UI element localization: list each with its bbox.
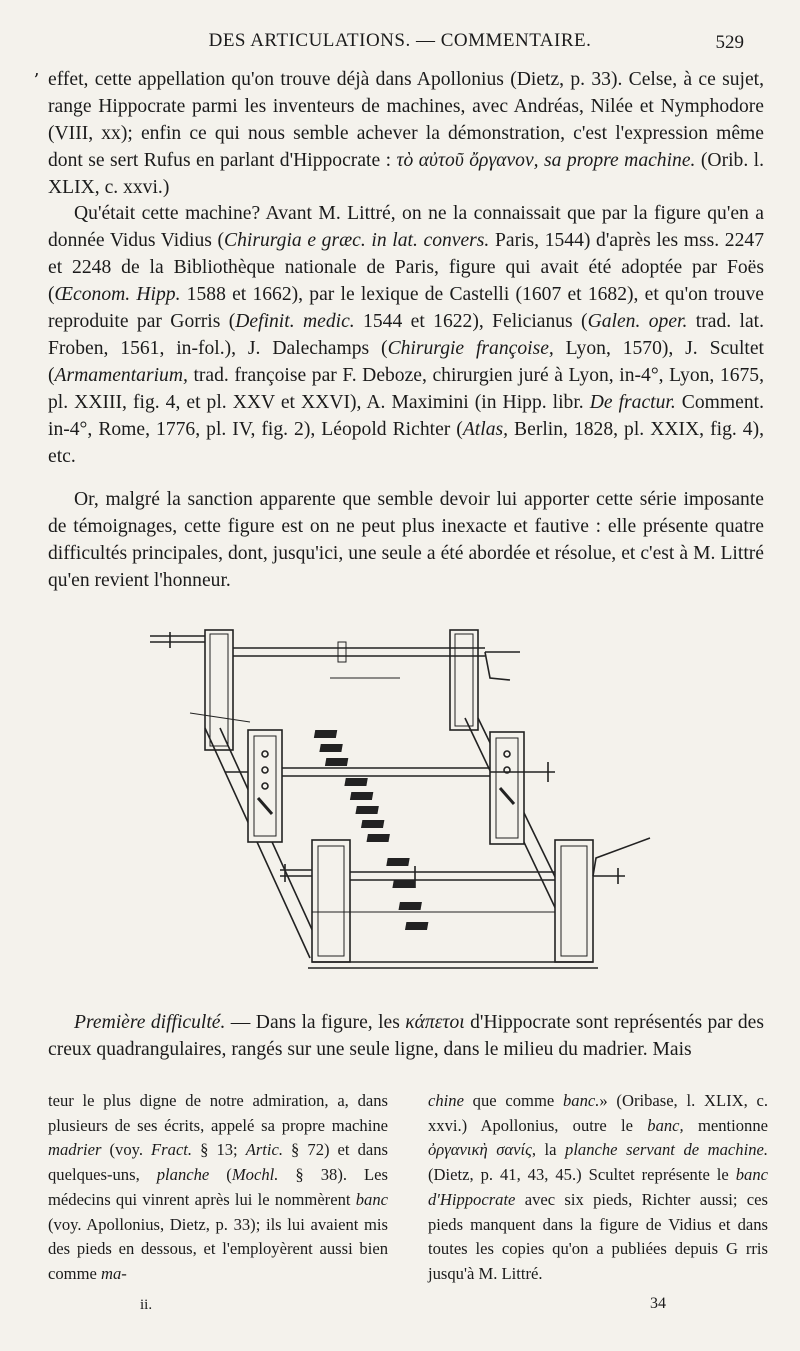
text: Or, malgré la sanction apparente que semble devoir lui apporter cette série imposante de témoignages, cette figure est on ne peut plus inexacte et fautive : elle présente quatre difficultés principales, dont, jusqu'ici, une seule a été abordée et résolue, et c'est à M. Littré qu'en revient l'honneur.: [48, 489, 764, 591]
text: § 13;: [192, 1140, 246, 1160]
italic-text: Chirurgia e græc. in lat. convers.: [224, 230, 490, 251]
italic-text: banc.: [562, 1091, 600, 1110]
paragraph-4: [48, 1009, 764, 1063]
text: 1588 et 1662), par le lexique de Castelli (1607 et 1682), et qu'on trouve reproduite par Gorris (: [48, 284, 764, 332]
text: (voy.: [101, 1140, 152, 1160]
italic-text: τὸ αὐτοῦ ὄργανον, sa propre machine.: [396, 150, 696, 171]
signature-mark: ii.: [140, 1297, 153, 1313]
text: trad. françoise par F. Deboze, chirurgien juré à Lyon, in-4°, Lyon, 1675, pl. XXIII, fig. 4, et pl. XXV et XXVI), A. Maximini (in Hipp. libr.: [48, 365, 764, 413]
page-number: 529: [715, 32, 744, 53]
text: — Dans la figure, les: [225, 1012, 406, 1033]
italic-text: Galen. oper.: [587, 311, 688, 332]
italic-text: Armamentarium,: [54, 365, 188, 386]
italic-text: banc: [355, 1189, 388, 1209]
text: effet, cette appellation qu'on trouve déjà dans Apollonius (Dietz, p. 33). Celse, à ce sujet, range Hippocrate parmi les inventeurs de machines, avec Andréas, Nilée et Nymphodore (VIII, xx); enfin ce qui nous semble achever la démonstration, c'est l'expression même dont se sert Rufus en parlant d'Hippocrate :: [48, 69, 764, 171]
italic-text: planche: [156, 1165, 210, 1185]
italic-text: Mochl.: [231, 1165, 279, 1185]
text: Qu'était cette machine? Avant M. Littré, on ne la connaissait que par la figure qu'en a donnée Vidus Vidius (: [48, 203, 764, 251]
text: , la: [531, 1140, 566, 1160]
middle-frame: [225, 730, 555, 844]
italic-text: Definit. medic.: [235, 311, 355, 332]
italic-text: Première difficulté.: [74, 1012, 226, 1033]
text: que comme: [463, 1091, 563, 1110]
italic-text: planche servant de machine.: [565, 1140, 769, 1160]
italic-text: Œconom. Hipp.: [54, 284, 181, 305]
text: avec six pieds, Richter aussi; ces pieds manquent dans la figure de Vidius et dans toutes les copies qu'on a publiées depuis G rris jusqu'à M. Littré.: [428, 1189, 768, 1283]
paragraph-3: [48, 486, 764, 594]
page-header: [0, 30, 800, 60]
greek-text: ὀργανικὴ σανίς: [428, 1140, 532, 1160]
footnote-right-column: [428, 1089, 768, 1287]
text: § 38). Les médecins qui vinrent après lui le nommèrent: [48, 1165, 388, 1209]
signature-number: 34: [650, 1295, 666, 1312]
italic-text: Artic.: [245, 1140, 284, 1160]
italic-text: madrier: [48, 1140, 102, 1160]
italic-text: banc,: [647, 1115, 684, 1135]
text: d'Hippocrate sont représentés par des creux quadrangulaires, rangés sur une seule ligne, dans le milieu du madrier. Mais: [48, 1012, 764, 1060]
paragraph-2: [48, 200, 764, 470]
greek-text: κάπετοι: [405, 1012, 465, 1033]
text: Paris, 1544) d'après les mss. 2247 et 2248 de la Bibliothèque nationale de Paris, figure qui avait été adoptée par Foës (: [48, 230, 764, 305]
margin-mark: ʼ: [33, 70, 39, 91]
italic-text: banc d'Hippocrate: [428, 1165, 768, 1209]
front-frame: [280, 838, 650, 968]
bench-illustration: [130, 618, 670, 994]
footnote-left-column: [48, 1089, 388, 1287]
italic-text: chine: [428, 1091, 464, 1110]
text: (: [209, 1165, 232, 1185]
text: (Orib. l. XLIX, c. xxvi.): [48, 150, 765, 198]
hippocratic-bench-engraving: [130, 618, 670, 994]
text: (Dietz, p. 41, 43, 45.) Scultet représente le: [428, 1165, 736, 1185]
running-title: DES ARTICULATIONS. — COMMENTAIRE.: [208, 30, 592, 51]
italic-text: Chirurgie françoise,: [387, 338, 554, 359]
paragraph-1: [48, 66, 764, 201]
italic-text: Atlas,: [462, 419, 509, 440]
italic-text: De fractur.: [589, 392, 676, 413]
text: teur le plus digne de notre admiration, a, dans plusieurs de ses écrits, appelé sa propre machine: [48, 1091, 388, 1135]
text: § 72) et dans quelques-uns,: [48, 1140, 388, 1185]
text: trad. lat. Froben, 1561, in-fol.), J. Dalechamps (: [48, 311, 765, 359]
text: Berlin, 1828, pl. XXIX, fig. 4), etc.: [48, 419, 765, 467]
italic-text: ma-: [101, 1263, 127, 1283]
text: » (Oribase, l. XLIX, c. xxvi.) Apollonius, outre le: [428, 1091, 768, 1135]
text: Lyon, 1570), J. Scultet (: [48, 338, 764, 386]
text: Comment. in-4°, Rome, 1776, pl. IV, fig. 2), Léopold Richter (: [48, 392, 764, 440]
text: mentionne: [683, 1115, 768, 1135]
text: (voy. Apollonius, Dietz, p. 33); ils lui avaient mis des pieds en dessous, et l'employèrent aussi bien comme: [48, 1214, 388, 1283]
text: 1544 et 1622), Felicianus (: [354, 311, 588, 332]
italic-text: Fract.: [151, 1140, 193, 1160]
footnote-columns: [48, 1089, 769, 1289]
